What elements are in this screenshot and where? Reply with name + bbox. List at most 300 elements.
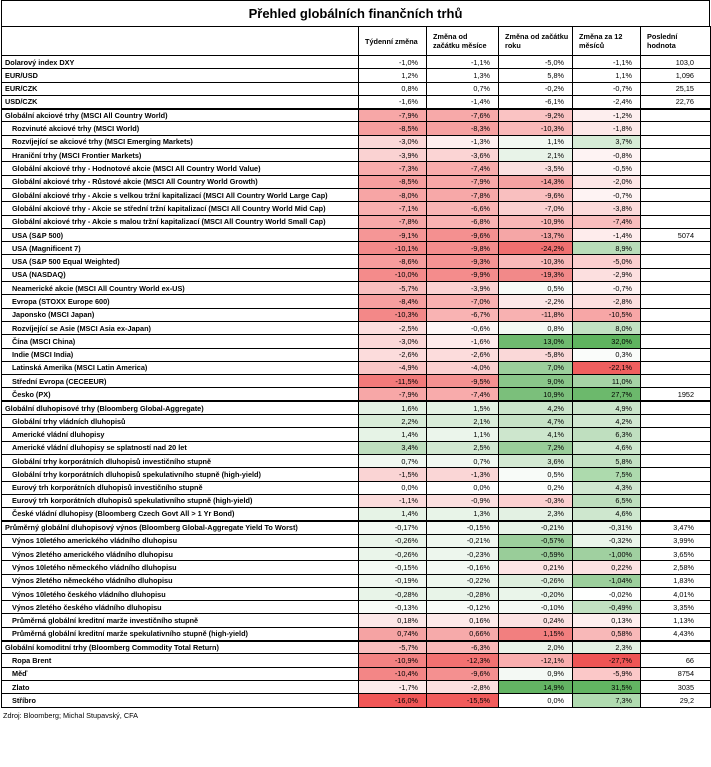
- table-row: [2, 321, 711, 334]
- value-cell: 1,3%: [427, 508, 499, 521]
- value-cell: -9,6%: [499, 188, 573, 201]
- table-row: [2, 215, 711, 228]
- value-cell: 0,74%: [359, 627, 427, 640]
- last-value-cell: [641, 109, 711, 122]
- value-cell: -9,1%: [359, 228, 427, 241]
- value-cell: 0,7%: [359, 454, 427, 467]
- value-cell: -8,5%: [359, 122, 427, 135]
- row-label: Eurový trh korporátních dluhopisů spekulativního stupně (high-yield): [2, 494, 359, 507]
- value-cell: 0,2%: [499, 481, 573, 494]
- value-cell: -10,3%: [499, 122, 573, 135]
- table-row: [2, 561, 711, 574]
- value-cell: -6,6%: [427, 202, 499, 215]
- value-cell: 1,15%: [499, 627, 573, 640]
- value-cell: 7,3%: [573, 694, 641, 707]
- value-cell: 4,2%: [499, 401, 573, 414]
- value-cell: 0,0%: [359, 481, 427, 494]
- value-cell: -0,7%: [573, 282, 641, 295]
- value-cell: -8,3%: [427, 122, 499, 135]
- value-cell: -22,1%: [573, 361, 641, 374]
- table-row: [2, 242, 711, 255]
- row-label: USA (S&P 500 Equal Weighted): [2, 255, 359, 268]
- table-row: [2, 56, 711, 69]
- value-cell: -0,59%: [499, 547, 573, 560]
- row-label: USA (S&P 500): [2, 228, 359, 241]
- column-header: Poslední hodnota: [641, 27, 711, 56]
- value-cell: 0,22%: [573, 561, 641, 574]
- value-cell: -3,5%: [499, 162, 573, 175]
- value-cell: -0,31%: [573, 521, 641, 534]
- last-value-cell: [641, 149, 711, 162]
- last-value-cell: [641, 361, 711, 374]
- column-header: Změna za 12 měsíců: [573, 27, 641, 56]
- value-cell: 4,6%: [573, 441, 641, 454]
- row-label: USA (NASDAQ): [2, 268, 359, 281]
- value-cell: 5,8%: [573, 454, 641, 467]
- value-cell: 2,0%: [499, 641, 573, 654]
- last-value-cell: [641, 401, 711, 414]
- value-cell: -1,1%: [573, 56, 641, 69]
- value-cell: 2,2%: [359, 415, 427, 428]
- header-row: [2, 27, 711, 56]
- value-cell: 0,7%: [427, 82, 499, 95]
- row-label: EUR/USD: [2, 69, 359, 82]
- value-cell: -5,7%: [359, 641, 427, 654]
- value-cell: -7,1%: [359, 202, 427, 215]
- value-cell: -10,9%: [499, 215, 573, 228]
- last-value-cell: 4,43%: [641, 627, 711, 640]
- value-cell: -0,49%: [573, 601, 641, 614]
- value-cell: -5,0%: [499, 56, 573, 69]
- value-cell: -1,6%: [427, 335, 499, 348]
- row-label: Globální akciové trhy - Akcie se střední tržní kapitalizací (MSCI All Country World Mid Cap): [2, 202, 359, 215]
- row-label: USA (Magnificent 7): [2, 242, 359, 255]
- value-cell: -27,7%: [573, 654, 641, 667]
- value-cell: 31,5%: [573, 680, 641, 693]
- last-value-cell: 1,83%: [641, 574, 711, 587]
- table-row: [2, 348, 711, 361]
- row-label: Globální akciové trhy (MSCI All Country World): [2, 109, 359, 122]
- value-cell: -9,6%: [427, 228, 499, 241]
- table-row: [2, 188, 711, 201]
- last-value-cell: [641, 428, 711, 441]
- value-cell: -0,28%: [359, 587, 427, 600]
- value-cell: -10,5%: [573, 308, 641, 321]
- value-cell: -19,3%: [499, 268, 573, 281]
- value-cell: -2,6%: [359, 348, 427, 361]
- value-cell: -0,15%: [427, 521, 499, 534]
- value-cell: 0,21%: [499, 561, 573, 574]
- last-value-cell: 3035: [641, 680, 711, 693]
- value-cell: -0,28%: [427, 587, 499, 600]
- value-cell: -0,26%: [359, 534, 427, 547]
- last-value-cell: [641, 202, 711, 215]
- value-cell: 14,9%: [499, 680, 573, 693]
- value-cell: -3,0%: [359, 135, 427, 148]
- value-cell: 1,4%: [359, 508, 427, 521]
- value-cell: -7,9%: [359, 109, 427, 122]
- row-label: Americké vládní dluhopisy: [2, 428, 359, 441]
- value-cell: -0,19%: [359, 574, 427, 587]
- value-cell: -0,12%: [427, 601, 499, 614]
- value-cell: 7,0%: [499, 361, 573, 374]
- table-row: [2, 587, 711, 600]
- last-value-cell: [641, 321, 711, 334]
- value-cell: -1,0%: [359, 56, 427, 69]
- value-cell: 9,0%: [499, 375, 573, 388]
- value-cell: 32,0%: [573, 335, 641, 348]
- table-row: [2, 135, 711, 148]
- value-cell: -1,1%: [427, 56, 499, 69]
- table-row: [2, 547, 711, 560]
- value-cell: -7,8%: [359, 215, 427, 228]
- value-cell: -1,5%: [359, 468, 427, 481]
- value-cell: -7,6%: [427, 109, 499, 122]
- value-cell: 0,3%: [573, 348, 641, 361]
- value-cell: -0,20%: [499, 587, 573, 600]
- row-label: Globální trhy korporátních dluhopisů spekulativního stupně (high-yield): [2, 468, 359, 481]
- value-cell: -2,2%: [499, 295, 573, 308]
- last-value-cell: [641, 494, 711, 507]
- last-value-cell: [641, 508, 711, 521]
- table-row: [2, 122, 711, 135]
- last-value-cell: [641, 215, 711, 228]
- value-cell: -1,4%: [573, 228, 641, 241]
- value-cell: -0,23%: [427, 547, 499, 560]
- table-row: [2, 95, 711, 108]
- value-cell: -0,22%: [427, 574, 499, 587]
- row-label: Výnos 2letého německého vládního dluhopisu: [2, 574, 359, 587]
- last-value-cell: 5074: [641, 228, 711, 241]
- last-value-cell: 29,2: [641, 694, 711, 707]
- table-row: [2, 401, 711, 414]
- value-cell: -0,32%: [573, 534, 641, 547]
- value-cell: -3,9%: [359, 149, 427, 162]
- value-cell: -10,1%: [359, 242, 427, 255]
- source-note: Zdroj: Bloomberg; Michal Stupavský, CFA: [3, 710, 139, 720]
- value-cell: -9,5%: [427, 375, 499, 388]
- table-row: [2, 109, 711, 122]
- value-cell: -1,00%: [573, 547, 641, 560]
- table-body: [2, 56, 711, 708]
- value-cell: -16,0%: [359, 694, 427, 707]
- value-cell: 5,8%: [499, 69, 573, 82]
- last-value-cell: [641, 255, 711, 268]
- value-cell: -1,3%: [427, 135, 499, 148]
- row-label: Výnos 2letého amerického vládního dluhopisu: [2, 547, 359, 560]
- value-cell: -12,1%: [499, 654, 573, 667]
- value-cell: -5,0%: [573, 255, 641, 268]
- value-cell: 2,1%: [427, 415, 499, 428]
- row-label: Průměrný globální dluhopisový výnos (Bloomberg Global-Aggregate Yield To Worst): [2, 521, 359, 534]
- table-row: [2, 601, 711, 614]
- value-cell: 1,4%: [359, 428, 427, 441]
- value-cell: -2,0%: [573, 175, 641, 188]
- last-value-cell: [641, 135, 711, 148]
- row-label: Výnos 10letého německého vládního dluhopisu: [2, 561, 359, 574]
- value-cell: -2,8%: [427, 680, 499, 693]
- value-cell: -1,8%: [573, 122, 641, 135]
- last-value-cell: [641, 454, 711, 467]
- table-row: [2, 441, 711, 454]
- value-cell: -8,0%: [359, 188, 427, 201]
- table-row: [2, 202, 711, 215]
- value-cell: -11,5%: [359, 375, 427, 388]
- row-label: Evropa (STOXX Europe 600): [2, 295, 359, 308]
- table-row: [2, 521, 711, 534]
- value-cell: 0,5%: [499, 468, 573, 481]
- row-label: Globální trhy vládních dluhopisů: [2, 415, 359, 428]
- value-cell: -1,4%: [427, 95, 499, 108]
- table-row: [2, 574, 711, 587]
- last-value-cell: [641, 242, 711, 255]
- last-value-cell: [641, 468, 711, 481]
- value-cell: -0,57%: [499, 534, 573, 547]
- table-row: [2, 335, 711, 348]
- value-cell: -14,3%: [499, 175, 573, 188]
- last-value-cell: [641, 308, 711, 321]
- value-cell: 1,5%: [427, 401, 499, 414]
- value-cell: 6,5%: [573, 494, 641, 507]
- row-label: Americké vládní dluhopisy se splatností nad 20 let: [2, 441, 359, 454]
- value-cell: -1,6%: [359, 95, 427, 108]
- value-cell: -0,3%: [499, 494, 573, 507]
- value-cell: -4,0%: [427, 361, 499, 374]
- value-cell: 0,13%: [573, 614, 641, 627]
- value-cell: -10,3%: [499, 255, 573, 268]
- last-value-cell: 2,58%: [641, 561, 711, 574]
- column-header: Změna od začátku roku: [499, 27, 573, 56]
- last-value-cell: [641, 122, 711, 135]
- table-row: [2, 175, 711, 188]
- value-cell: -0,21%: [427, 534, 499, 547]
- last-value-cell: [641, 282, 711, 295]
- value-cell: -1,04%: [573, 574, 641, 587]
- value-cell: 7,2%: [499, 441, 573, 454]
- value-cell: -9,9%: [427, 268, 499, 281]
- value-cell: -10,4%: [359, 667, 427, 680]
- value-cell: 4,2%: [573, 415, 641, 428]
- value-cell: 1,6%: [359, 401, 427, 414]
- last-value-cell: [641, 162, 711, 175]
- value-cell: -5,8%: [499, 348, 573, 361]
- table-row: [2, 415, 711, 428]
- value-cell: -1,1%: [359, 494, 427, 507]
- value-cell: -0,7%: [573, 188, 641, 201]
- value-cell: 0,0%: [427, 481, 499, 494]
- value-cell: 8,9%: [573, 242, 641, 255]
- last-value-cell: [641, 295, 711, 308]
- row-label: Eurový trh korporátních dluhopisů investičního stupně: [2, 481, 359, 494]
- table-row: [2, 494, 711, 507]
- value-cell: -0,7%: [573, 82, 641, 95]
- value-cell: -3,0%: [359, 335, 427, 348]
- value-cell: -11,8%: [499, 308, 573, 321]
- value-cell: 0,0%: [499, 694, 573, 707]
- column-header: Týdenní změna: [359, 27, 427, 56]
- table-row: [2, 667, 711, 680]
- table-row: [2, 481, 711, 494]
- value-cell: -3,6%: [427, 149, 499, 162]
- value-cell: 0,7%: [427, 454, 499, 467]
- row-label: Dolarový index DXY: [2, 56, 359, 69]
- value-cell: -0,5%: [573, 162, 641, 175]
- last-value-cell: 8754: [641, 667, 711, 680]
- row-label: Globální akciové trhy - Hodnotové akcie (MSCI All Country World Value): [2, 162, 359, 175]
- value-cell: 0,58%: [573, 627, 641, 640]
- table-row: [2, 534, 711, 547]
- value-cell: 11,0%: [573, 375, 641, 388]
- value-cell: 2,5%: [427, 441, 499, 454]
- table-row: [2, 268, 711, 281]
- value-cell: -7,4%: [427, 162, 499, 175]
- table-row: [2, 255, 711, 268]
- last-value-cell: [641, 268, 711, 281]
- row-label: Latinská Amerika (MSCI Latin America): [2, 361, 359, 374]
- row-label: Hraniční trhy (MSCI Frontier Markets): [2, 149, 359, 162]
- table-row: [2, 680, 711, 693]
- value-cell: 6,3%: [573, 428, 641, 441]
- last-value-cell: 1,13%: [641, 614, 711, 627]
- value-cell: -4,9%: [359, 361, 427, 374]
- row-label: Měď: [2, 667, 359, 680]
- table-row: [2, 694, 711, 707]
- table-row: [2, 69, 711, 82]
- value-cell: -0,10%: [499, 601, 573, 614]
- value-cell: 8,0%: [573, 321, 641, 334]
- row-label: EUR/CZK: [2, 82, 359, 95]
- value-cell: -13,7%: [499, 228, 573, 241]
- value-cell: -3,8%: [573, 202, 641, 215]
- table-row: [2, 388, 711, 401]
- value-cell: -7,0%: [499, 202, 573, 215]
- row-label: České vládní dluhopisy (Bloomberg Czech Govt All > 1 Yr Bond): [2, 508, 359, 521]
- last-value-cell: 66: [641, 654, 711, 667]
- last-value-cell: 3,35%: [641, 601, 711, 614]
- last-value-cell: [641, 348, 711, 361]
- value-cell: -6,1%: [499, 95, 573, 108]
- last-value-cell: [641, 415, 711, 428]
- last-value-cell: [641, 481, 711, 494]
- value-cell: -6,7%: [427, 308, 499, 321]
- value-cell: -8,6%: [359, 255, 427, 268]
- value-cell: 2,3%: [573, 641, 641, 654]
- value-cell: 4,1%: [499, 428, 573, 441]
- value-cell: -2,6%: [427, 348, 499, 361]
- last-value-cell: 3,65%: [641, 547, 711, 560]
- value-cell: -2,5%: [359, 321, 427, 334]
- row-label: Česko (PX): [2, 388, 359, 401]
- table-title: Přehled globálních finančních trhů: [1, 0, 710, 26]
- value-cell: -5,7%: [359, 282, 427, 295]
- table-row: [2, 282, 711, 295]
- table-row: [2, 454, 711, 467]
- value-cell: -7,4%: [427, 388, 499, 401]
- value-cell: -0,6%: [427, 321, 499, 334]
- value-cell: 4,3%: [573, 481, 641, 494]
- value-cell: 1,1%: [499, 135, 573, 148]
- row-label: Ropa Brent: [2, 654, 359, 667]
- row-label: Průměrná globální kreditní marže spekulativního stupně (high-yield): [2, 627, 359, 640]
- table-row: [2, 295, 711, 308]
- value-cell: -9,2%: [499, 109, 573, 122]
- value-cell: -7,0%: [427, 295, 499, 308]
- value-cell: -15,5%: [427, 694, 499, 707]
- table-row: [2, 361, 711, 374]
- value-cell: 0,24%: [499, 614, 573, 627]
- row-label: Globální komoditní trhy (Bloomberg Commodity Total Return): [2, 641, 359, 654]
- value-cell: -1,7%: [359, 680, 427, 693]
- value-cell: -10,9%: [359, 654, 427, 667]
- value-cell: 0,8%: [499, 321, 573, 334]
- value-cell: -5,9%: [573, 667, 641, 680]
- last-value-cell: [641, 175, 711, 188]
- row-label: Rozvíjející se akciové trhy (MSCI Emerging Markets): [2, 135, 359, 148]
- column-header: [2, 27, 359, 56]
- value-cell: 2,1%: [499, 149, 573, 162]
- table-row: [2, 162, 711, 175]
- table-row: [2, 627, 711, 640]
- row-label: Globální trhy korporátních dluhopisů investičního stupně: [2, 454, 359, 467]
- value-cell: -8,4%: [359, 295, 427, 308]
- value-cell: -24,2%: [499, 242, 573, 255]
- value-cell: 1,1%: [427, 428, 499, 441]
- value-cell: -0,9%: [427, 494, 499, 507]
- value-cell: 1,1%: [573, 69, 641, 82]
- table-row: [2, 149, 711, 162]
- value-cell: 7,5%: [573, 468, 641, 481]
- row-label: Průměrná globální kreditní marže investičního stupně: [2, 614, 359, 627]
- row-label: Japonsko (MSCI Japan): [2, 308, 359, 321]
- value-cell: -10,0%: [359, 268, 427, 281]
- row-label: Rozvíjející se Asie (MSCI Asia ex-Japan): [2, 321, 359, 334]
- table-row: [2, 308, 711, 321]
- value-cell: -8,5%: [359, 175, 427, 188]
- value-cell: -0,15%: [359, 561, 427, 574]
- last-value-cell: 1952: [641, 388, 711, 401]
- value-cell: -12,3%: [427, 654, 499, 667]
- table-row: [2, 614, 711, 627]
- row-label: Výnos 2letého českého vládního dluhopisu: [2, 601, 359, 614]
- value-cell: 0,18%: [359, 614, 427, 627]
- value-cell: -1,2%: [573, 109, 641, 122]
- column-header: Změna od začátku měsíce: [427, 27, 499, 56]
- value-cell: -7,8%: [427, 188, 499, 201]
- value-cell: 1,2%: [359, 69, 427, 82]
- value-cell: 0,16%: [427, 614, 499, 627]
- table-row: [2, 228, 711, 241]
- row-label: Neamerické akcie (MSCI All Country World ex-US): [2, 282, 359, 295]
- row-label: Globální akciové trhy - Růstové akcie (MSCI All Country World Growth): [2, 175, 359, 188]
- row-label: Globální dluhopisové trhy (Bloomberg Global-Aggregate): [2, 401, 359, 414]
- value-cell: 0,9%: [499, 667, 573, 680]
- value-cell: 0,66%: [427, 627, 499, 640]
- last-value-cell: [641, 641, 711, 654]
- value-cell: 4,9%: [573, 401, 641, 414]
- row-label: Globální akciové trhy - Akcie s velkou tržní kapitalizací (MSCI All Country World Large Cap): [2, 188, 359, 201]
- value-cell: -2,9%: [573, 268, 641, 281]
- value-cell: -0,26%: [499, 574, 573, 587]
- value-cell: -7,9%: [359, 388, 427, 401]
- row-label: Indie (MSCI India): [2, 348, 359, 361]
- table-row: [2, 82, 711, 95]
- last-value-cell: 3,47%: [641, 521, 711, 534]
- row-label: Zlato: [2, 680, 359, 693]
- value-cell: -0,8%: [573, 149, 641, 162]
- last-value-cell: 103,0: [641, 56, 711, 69]
- row-label: Střední Evropa (CECEEUR): [2, 375, 359, 388]
- last-value-cell: [641, 375, 711, 388]
